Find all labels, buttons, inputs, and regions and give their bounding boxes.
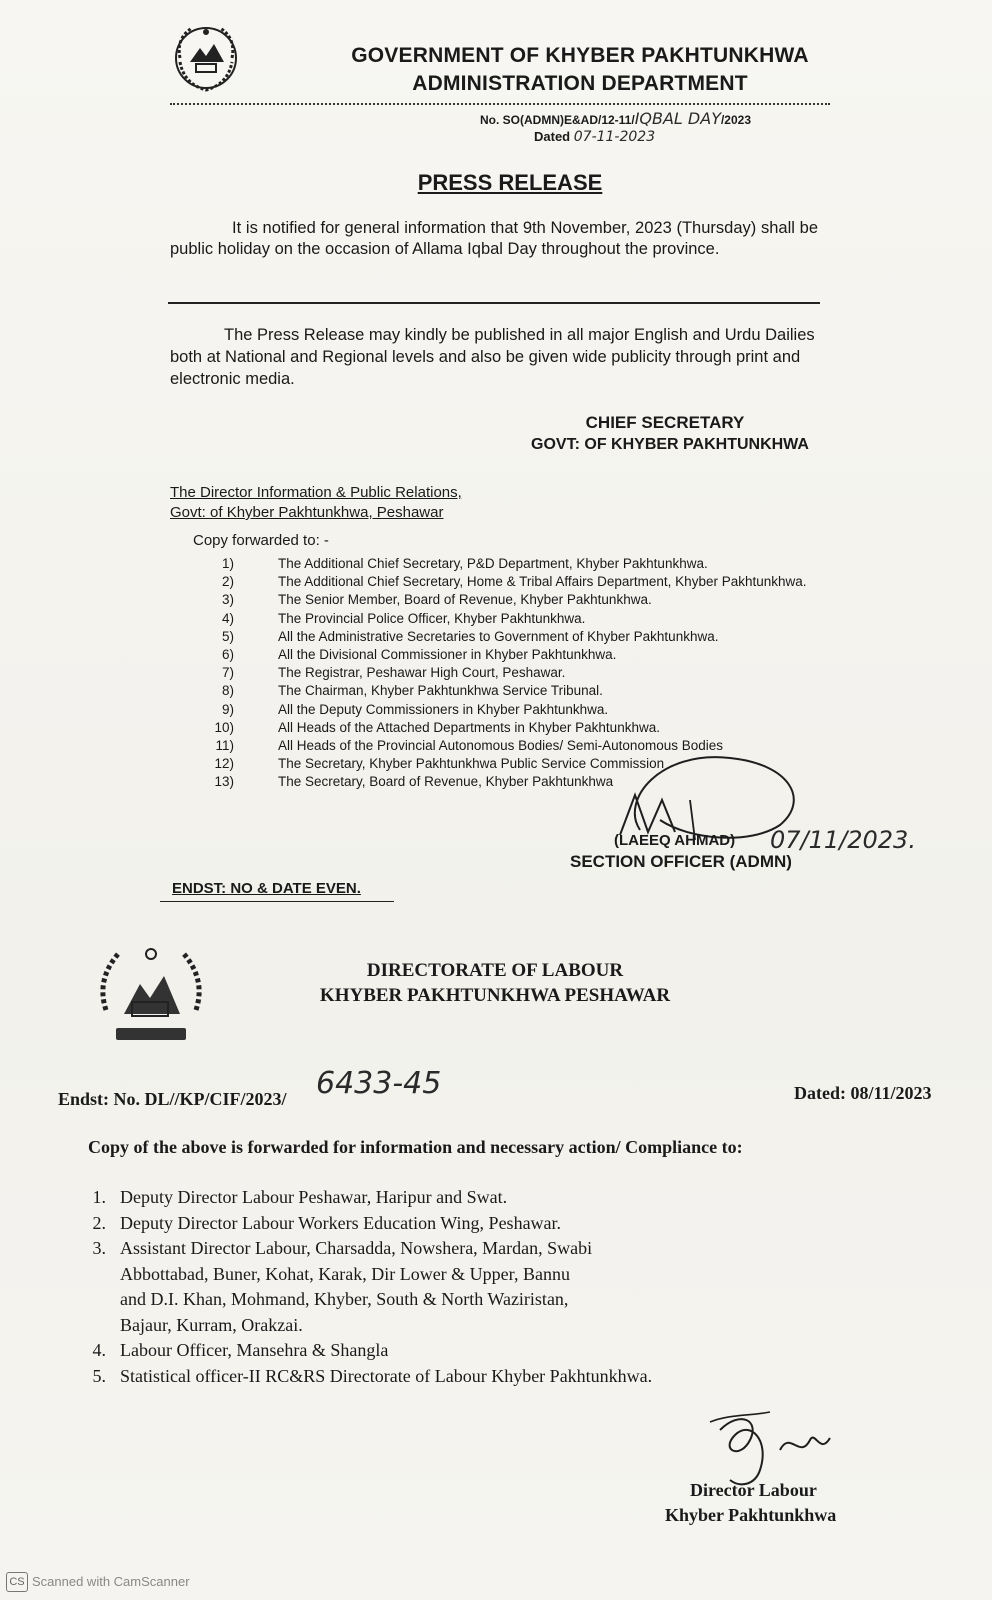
section-officer-title: SECTION OFFICER (ADMN): [570, 852, 792, 871]
labour-dated: Dated: 08/11/2023: [794, 1083, 932, 1103]
labour-list-number: 3.: [92, 1238, 106, 1258]
press-release-title: PRESS RELEASE: [417, 170, 603, 195]
copy-list-number: 13): [214, 774, 234, 790]
copy-list-text: The Provincial Police Officer, Khyber Pakhtunkhwa.: [278, 610, 586, 626]
labour-copy-intro: Copy of the above is forwarded for information and necessary action/ Compliance to:: [88, 1137, 743, 1157]
director-org: Khyber Pakhtunkhwa: [665, 1505, 837, 1525]
labour-copy-list: [80, 1187, 760, 1397]
copy-list-number: 4): [221, 610, 234, 626]
reference-handwritten: IQBAL DAY: [634, 109, 721, 128]
copy-list-text: The Senior Member, Board of Revenue, Khyber Pakhtunkhwa.: [278, 592, 652, 608]
labour-list-text: and D.I. Khan, Mohmand, Khyber, South & North Waziristan,: [120, 1289, 569, 1309]
camscanner-logo-icon: [6, 1572, 28, 1592]
gov-header-line1: GOVERNMENT OF KHYBER PAKHTUNKHWA: [351, 44, 809, 67]
copy-list-number: 9): [221, 701, 234, 717]
reference-year: /2023: [720, 113, 751, 127]
reference-number: [480, 109, 751, 128]
chief-secretary-title: CHIEF SECRETARY: [585, 413, 745, 432]
gov-header-line2: ADMINISTRATION DEPARTMENT: [412, 72, 748, 95]
chief-secretary-org: GOVT: OF KHYBER PAKHTUNKHWA: [531, 436, 809, 453]
copy-list-number: 7): [221, 665, 234, 681]
section-officer-date: 07/11/2023.: [770, 826, 916, 854]
endst-no-date-even: ENDST: NO & DATE EVEN.: [172, 880, 361, 897]
paragraph-divider: [168, 302, 820, 304]
copy-list-text: The Additional Chief Secretary, P&D Department, Khyber Pakhtunkhwa.: [278, 556, 708, 571]
press-release-paragraph-1: It is notified for general information that 9th November, 2023 (Thursday) shall be public holiday on the occasion of Allama Iqbal Day throughout the province.: [170, 219, 818, 258]
press-release-paragraph-2: The Press Release may kindly be published in all major English and Urdu Dailies both at National and Regional levels and also be given wide publicity through print and electronic media.: [170, 326, 815, 388]
dated-value: 07-11-2023: [573, 129, 656, 145]
labour-endst-handwritten: 6433-45: [316, 1066, 442, 1101]
labour-list-text: Deputy Director Labour Workers Education Wing, Peshawar.: [120, 1212, 562, 1233]
labour-list-number: 4.: [92, 1340, 106, 1360]
reference-number-text: No. SO(ADMN)E&AD/12-11/: [480, 113, 635, 127]
labour-list-number: 2.: [92, 1212, 106, 1233]
endst-underline: [160, 901, 394, 902]
copy-list-number: 1): [221, 556, 234, 571]
camscanner-badge: CS: [9, 1576, 25, 1588]
copy-list-number: 3): [221, 592, 234, 608]
director-title: Director Labour: [690, 1480, 817, 1500]
addressee-line-2: Govt: of Khyber Pakhtunkhwa, Peshawar: [170, 504, 444, 521]
copy-list-number: 8): [221, 683, 234, 699]
labour-header-line2: KHYBER PAKHTUNKHWA PESHAWAR: [319, 985, 671, 1006]
director-signature: [700, 1410, 860, 1490]
section-officer-name: (LAEEQ AHMAD): [614, 832, 736, 849]
copy-list-text: The Registrar, Peshawar High Court, Peshawar.: [278, 665, 566, 681]
labour-list-number: 5.: [92, 1365, 106, 1386]
kp-labour-emblem-icon: [88, 940, 214, 1055]
dated-label: Dated: [534, 129, 571, 144]
copy-list-text: The Secretary, Khyber Pakhtunkhwa Public Service Commission: [278, 756, 665, 772]
copy-list-text: All Heads of the Attached Departments in Khyber Pakhtunkhwa.: [278, 719, 660, 735]
copy-list-text: The Additional Chief Secretary, Home & Tribal Affairs Department, Khyber Pakhtunkhwa.: [278, 574, 807, 590]
copy-list-number: 11): [215, 738, 234, 753]
labour-endst-label: Endst: No. DL//KP/CIF/2023/: [58, 1089, 287, 1109]
copy-list-text: The Chairman, Khyber Pakhtunkhwa Service Tribunal.: [278, 683, 603, 699]
copy-list-number: 2): [221, 574, 234, 590]
copy-list-number: 6): [221, 647, 234, 662]
header-divider: [170, 103, 830, 105]
copy-list-number: 10): [214, 719, 234, 735]
labour-list-text: Labour Officer, Mansehra & Shangla: [120, 1340, 389, 1360]
labour-list-text: Deputy Director Labour Peshawar, Haripur and Swat.: [120, 1187, 508, 1207]
copy-forwarded-label: Copy forwarded to: -: [193, 532, 329, 549]
copy-list-text: The Secretary, Board of Revenue, Khyber Pakhtunkhwa: [278, 774, 614, 790]
addressee-line-1: The Director Information & Public Relations,: [170, 484, 462, 501]
copy-list-text: All Heads of the Provincial Autonomous Bodies/ Semi-Autonomous Bodies: [278, 738, 723, 753]
labour-list-text: Statistical officer-II RC&RS Directorate of Labour Khyber Pakhtunkhwa.: [120, 1365, 653, 1386]
camscanner-footer-text: Scanned with CamScanner: [32, 1574, 190, 1589]
labour-header-line1: DIRECTORATE OF LABOUR: [366, 960, 624, 981]
labour-list-text: Bajaur, Kurram, Orakzai.: [120, 1314, 303, 1335]
kp-government-emblem-icon: [166, 18, 246, 98]
labour-list-text: Assistant Director Labour, Charsadda, Nowshera, Mardan, Swabi: [120, 1238, 593, 1258]
labour-list-text: Abbottabad, Buner, Kohat, Karak, Dir Lower & Upper, Bannu: [120, 1263, 570, 1284]
copy-list-text: All the Deputy Commissioners in Khyber Pakhtunkhwa.: [278, 701, 609, 717]
copy-list-text: All the Divisional Commissioner in Khyber Pakhtunkhwa.: [278, 647, 617, 662]
labour-list-number: 1.: [92, 1187, 106, 1207]
copy-list-text: All the Administrative Secretaries to Government of Khyber Pakhtunkhwa.: [278, 628, 719, 644]
labour-endst-line: [58, 1089, 287, 1110]
copy-list-number: 5): [221, 628, 234, 644]
dated-line: [534, 129, 655, 145]
copy-list-number: 12): [214, 756, 234, 772]
